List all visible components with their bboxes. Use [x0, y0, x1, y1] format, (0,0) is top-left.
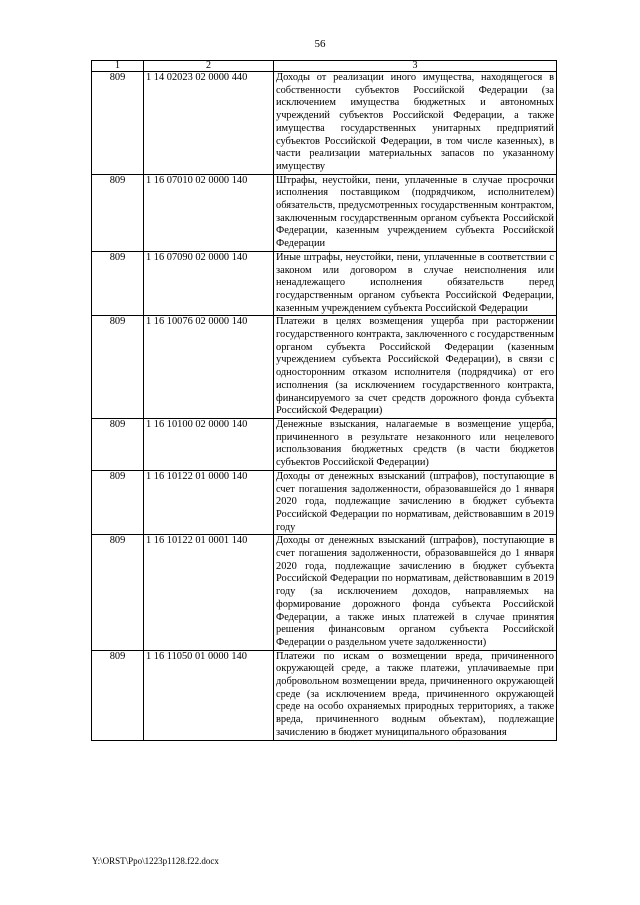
table-header-row	[92, 61, 557, 72]
budget-code-cell: 1 16 07090 02 0000 140	[144, 251, 274, 316]
budget-code-cell: 1 16 10122 01 0000 140	[144, 470, 274, 535]
admin-code-cell: 809	[92, 174, 144, 251]
revenue-name-cell: Платежи по искам о возмещении вреда, причиненного окружающей среде, а также платежи, уплачиваемые при добровольном возмещении вреда, причиненного окружающей среде (за исключением вреда, причиненного окружающей среде на особо охраняемых природных территориях, а также вреда, причиненного водным объектам), подлежащие зачислению в бюджет муниципального образования	[274, 650, 557, 740]
page-number: 56	[314, 38, 326, 50]
budget-code-cell: 1 16 10076 02 0000 140	[144, 316, 274, 419]
admin-code-cell: 809	[92, 650, 144, 740]
table-row	[92, 174, 557, 251]
column-header-name: 3	[274, 61, 557, 72]
budget-code-cell: 1 16 10122 01 0001 140	[144, 535, 274, 650]
revenue-name-cell: Доходы от денежных взысканий (штрафов), поступающие в счет погашения задолженности, образовавшейся до 1 января 2020 года, подлежащие зачислению в бюджет субъекта Российской Федерации по нормативам, действовавшим в 2019 году	[274, 470, 557, 535]
column-header-code: 2	[144, 61, 274, 72]
column-header-admin: 1	[92, 61, 144, 72]
table-row	[92, 251, 557, 316]
admin-code-cell: 809	[92, 535, 144, 650]
table-row	[92, 470, 557, 535]
budget-code-cell: 1 16 11050 01 0000 140	[144, 650, 274, 740]
budget-code-cell: 1 16 07010 02 0000 140	[144, 174, 274, 251]
budget-code-cell: 1 14 02023 02 0000 440	[144, 72, 274, 175]
table-row	[92, 535, 557, 650]
revenue-classification-table	[91, 60, 557, 741]
revenue-name-cell: Штрафы, неустойки, пени, уплаченные в случае просрочки исполнения поставщиком (подрядчиком, исполнителем) обязательств, предусмотренных государственным контрактом, заключенным государственным органом субъекта Российской Федерации, казенным учреждением субъекта Российской Федерации	[274, 174, 557, 251]
revenue-name-cell: Платежи в целях возмещения ущерба при расторжении государственного контракта, заключенного с государственным органом субъекта Российской Федерации (казенным учреждением субъекта Российской Федерации), в связи с односторонним отказом исполнителя (подрядчика) от его исполнения (за исключением государственного контракта, финансируемого за счет средств дорожного фонда субъекта Российской Федерации)	[274, 316, 557, 419]
admin-code-cell: 809	[92, 418, 144, 470]
revenue-name-cell: Доходы от денежных взысканий (штрафов), поступающие в счет погашения задолженности, образовавшейся до 1 января 2020 года, подлежащие зачислению в бюджет субъекта Российской Федерации по нормативам, действовавшим в 2019 году (за исключением доходов, направляемых на формирование дорожного фонда субъекта Российской Федерации, а также иных платежей в случае принятия решения финансовым органом субъекта Российской Федерации о раздельном учете задолженности)	[274, 535, 557, 650]
budget-code-cell: 1 16 10100 02 0000 140	[144, 418, 274, 470]
revenue-name-cell: Денежные взыскания, налагаемые в возмещение ущерба, причиненного в результате незаконного или нецелевого использования бюджетных средств (в части бюджетов субъектов Российской Федерации)	[274, 418, 557, 470]
revenue-name-cell: Доходы от реализации иного имущества, находящегося в собственности субъектов Российской Федерации (за исключением имущества бюджетных и автономных учреждений субъектов Российской Федерации, а также имущества государственных унитарных предприятий субъектов Российской Федерации, в том числе казенных), в части реализации материальных запасов по указанному имуществу	[274, 72, 557, 175]
file-path-footer: Y:\ORST\Ppo\1223p1128.f22.docx	[92, 856, 219, 866]
admin-code-cell: 809	[92, 316, 144, 419]
admin-code-cell: 809	[92, 470, 144, 535]
table-row	[92, 316, 557, 419]
table-row	[92, 418, 557, 470]
table-row	[92, 72, 557, 175]
admin-code-cell: 809	[92, 251, 144, 316]
admin-code-cell: 809	[92, 72, 144, 175]
revenue-name-cell: Иные штрафы, неустойки, пени, уплаченные в соответствии с законом или договором в случае неисполнения или ненадлежащего исполнения обязательств перед государственным органом субъекта Российской Федерации, казенным учреждением субъекта Российской Федерации	[274, 251, 557, 316]
table-row	[92, 650, 557, 740]
